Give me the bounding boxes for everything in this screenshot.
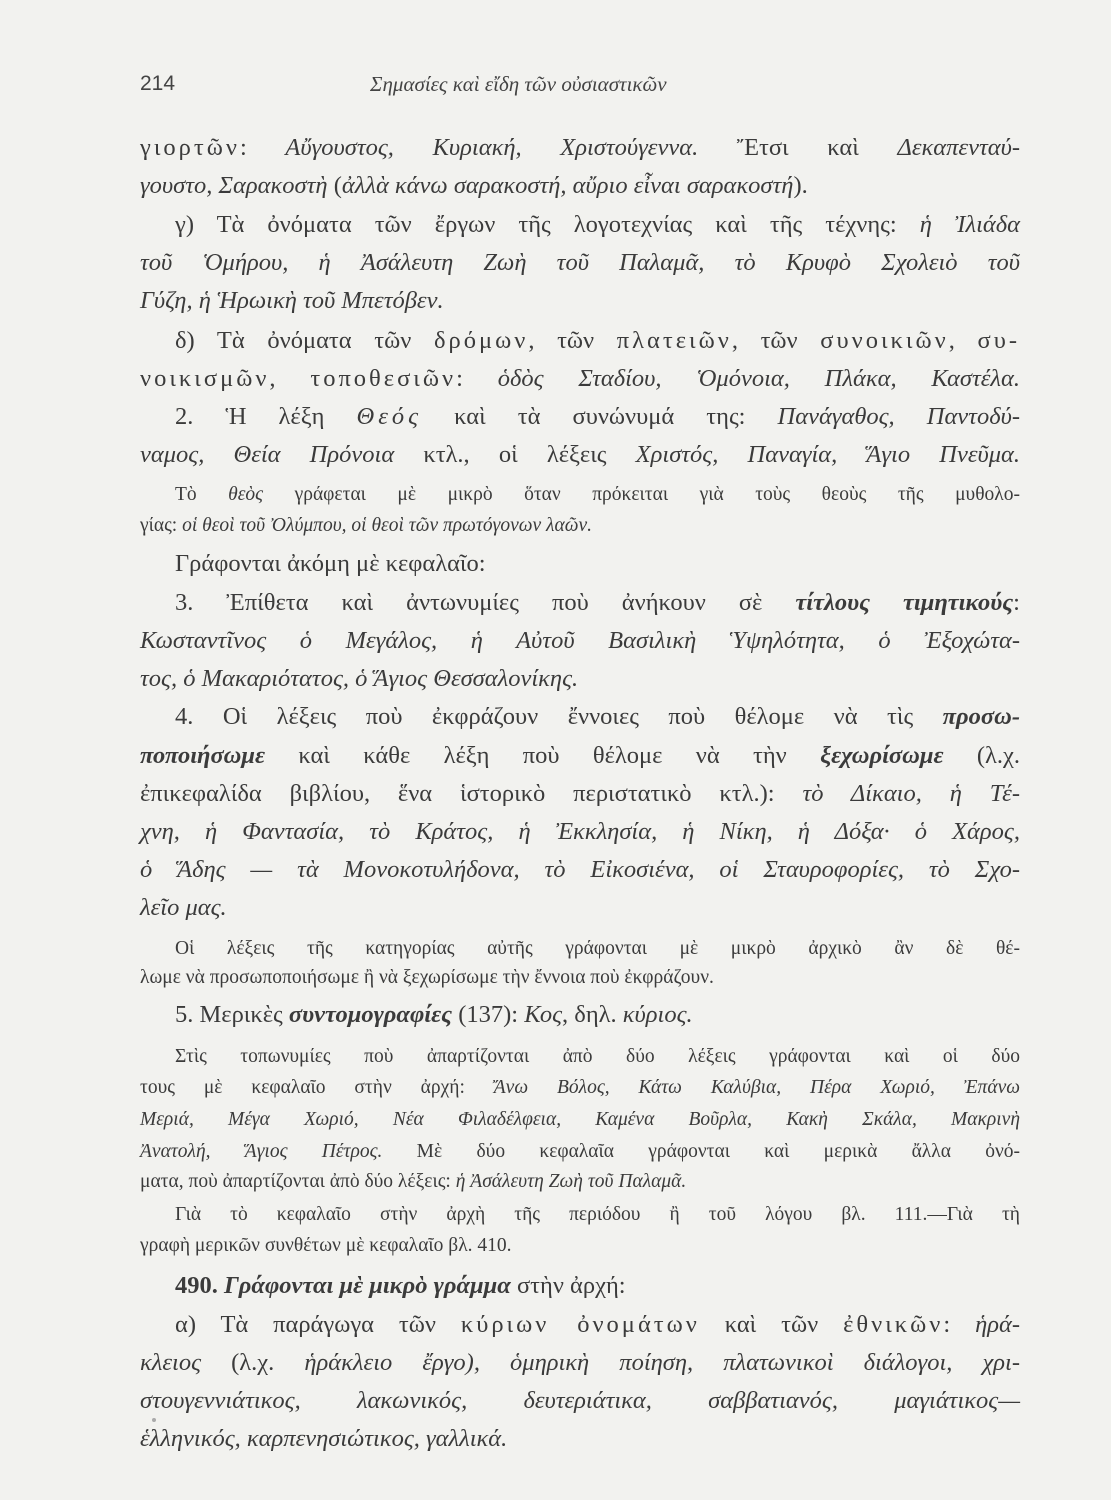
text-run: , τῶν	[528, 327, 617, 354]
text-run: :	[239, 134, 286, 161]
text-line	[140, 438, 1020, 472]
text-run: ἐπικεφαλίδα βιβλίου, ἕνα ἱστορικὸ περιστατικὸ κτλ.):	[140, 780, 803, 807]
italic-run: ἐθνικῶν	[843, 1311, 944, 1338]
text-run: (137):	[452, 1001, 525, 1028]
text-run: :	[1013, 589, 1020, 616]
italic-run: ἡ Ἰλιάδα	[919, 211, 1020, 238]
italic-run: ὁδὸς Σταδίου, Ὁμόνοια, Πλάκα, Καστέλα.	[497, 365, 1020, 392]
text-run: 5. Μερικὲς	[175, 1001, 289, 1028]
text-line	[140, 1384, 1020, 1418]
text-line	[140, 512, 1020, 540]
italic-run: Ἄνω Βόλος, Κάτω Καλύβια, Πέρα Χωριό, Ἐπάνω	[493, 1077, 1020, 1098]
text-run: Οἱ λέξεις τῆς κατηγορίας αὐτῆς γράφονται μὲ μικρὸ ἀρχικὸ ἂν δὲ θέ-	[175, 938, 1020, 959]
text-line	[140, 1168, 1020, 1196]
italic-run: Αὔγουστος, Κυριακή, Χριστούγεννα.	[285, 134, 699, 161]
text-run: α) Τὰ παράγωγα τῶν	[175, 1311, 461, 1338]
text-run: , δηλ.	[562, 1001, 623, 1028]
text-run: 4. Οἱ λέξεις ποὺ ἐκφράζουν ἔννοιες ποὺ θέλομε νὰ τὶς	[175, 703, 943, 730]
italic-run: τὸ Δίκαιο, ἡ Τέ-	[802, 780, 1020, 807]
text-line	[175, 400, 1020, 434]
italic-run: νοικισμῶν	[140, 365, 270, 392]
text-line	[175, 481, 1020, 509]
text-run: γραφὴ μερικῶν συνθέτων μὲ κεφαλαῖο βλ. 410.	[140, 1235, 512, 1256]
text-line	[140, 1346, 1020, 1380]
text-run: κτλ., οἱ λέξεις	[394, 441, 636, 468]
text-run: Στὶς τοπωνυμίες ποὺ ἀπαρτίζονται ἀπὸ δύο λέξεις γράφονται καὶ οἱ δύο	[175, 1046, 1020, 1067]
italic-run: ὁ Ἅδης — τὰ Μονοκοτυλήδονα, τὸ Εἰκοσιένα, οἱ Σταυροφορίες, τὸ Σχο-	[140, 856, 1020, 883]
text-run: Ἔτσι καὶ	[698, 134, 898, 161]
text-run: Γράφονται ἀκόμη μὲ κεφαλαῖο:	[175, 550, 486, 577]
italic-run: ναμος, Θεία Πρόνοια	[140, 441, 395, 468]
text-run: καὶ τῶν	[699, 1311, 844, 1338]
text-line	[140, 777, 1020, 811]
text-line	[140, 169, 1020, 203]
scan-speck	[152, 1418, 156, 1422]
italic-run: γουστο, Σαρακοστὴ	[140, 172, 328, 199]
italic-run: Δεκαπενταύ-	[897, 134, 1020, 161]
text-run: καὶ τὰ συνώνυμά της:	[422, 403, 778, 430]
text-line	[140, 853, 1020, 887]
text-run: στὴν ἀρχή:	[510, 1272, 626, 1299]
text-run: Γιὰ τὸ κεφαλαῖο στὴν ἀρχὴ τῆς περιόδου ἢ τοῦ λόγου βλ. 111.—Γιὰ τὴ	[175, 1204, 1020, 1225]
italic-run: Μεριά, Μέγα Χωριό, Νέα Φιλαδέλφεια, Καμένα Βοῦρλα, Κακὴ Σκάλα, Μακρινὴ	[140, 1109, 1020, 1130]
italic-run: ἡ Ἀσάλευτη Ζωὴ τοῦ Παλαμᾶ.	[455, 1171, 687, 1192]
emphasis-run: ξεχωρίσωμε	[820, 742, 944, 769]
italic-run: πλατειῶν	[616, 327, 732, 354]
page-number: 214	[140, 72, 176, 95]
text-line	[140, 246, 1020, 280]
text-line	[140, 1106, 1020, 1134]
text-line	[175, 208, 1020, 242]
italic-run: οἱ θεοὶ τοῦ Ὀλύμπου, οἱ θεοὶ τῶν πρωτόγονων λαῶν.	[182, 515, 593, 536]
text-line	[175, 1201, 1020, 1229]
italic-run: ἑλληνικός, καρπενησιώτικος, γαλλικά.	[140, 1425, 508, 1452]
italic-run: ἀλλὰ κάνω σαρακοστή, αὔριο εἶναι σαρακοστή	[341, 172, 794, 199]
text-run: γ) Τὰ ὀνόματα τῶν ἔργων τῆς λογοτεχνίας καὶ τῆς τέχνης:	[175, 211, 920, 238]
text-run: (λ.χ.	[201, 1349, 305, 1376]
text-run: ).	[793, 172, 808, 199]
italic-run: Κωσταντῖνος ὁ Μεγάλος, ἡ Αὐτοῦ Βασιλικὴ Ὑψηλότητα, ὁ Ἐξοχώτα-	[140, 627, 1020, 654]
emphasis-run: Γράφονται μὲ μικρὸ γράμμα	[224, 1272, 511, 1299]
italic-run: δρόμων	[433, 327, 529, 354]
italic-run: Γύζη, ἡ Ἡρωικὴ τοῦ Μπετόβεν.	[140, 287, 444, 314]
text-line	[175, 324, 1020, 358]
text-line	[175, 1308, 1020, 1342]
text-line	[140, 624, 1020, 658]
text-line	[140, 964, 1020, 992]
italic-run: Θεός	[356, 403, 423, 430]
text-line	[140, 1074, 1020, 1102]
text-line	[140, 131, 1020, 165]
text-run: Τὸ	[175, 484, 229, 505]
text-run: (	[327, 172, 342, 199]
text-line	[140, 815, 1020, 849]
text-run: 2. Ἡ λέξη	[175, 403, 357, 430]
text-line	[175, 935, 1020, 963]
text-run: τους μὲ κεφαλαῖο στὴν ἀρχή:	[140, 1077, 494, 1098]
text-run: :	[943, 1311, 976, 1338]
text-line	[175, 700, 1020, 734]
emphasis-run: προσω-	[942, 703, 1020, 730]
italic-run: θεὸς	[228, 484, 264, 505]
text-run: λωμε νὰ προσωποποιήσωμε ἢ νὰ ξεχωρίσωμε τὴν ἔννοια ποὺ ἐκφράζουν.	[140, 967, 714, 988]
text-line	[140, 1422, 1020, 1456]
text-line	[140, 1138, 1020, 1166]
italic-run: τοῦ Ὁμήρου, ἡ Ἀσάλευτη Ζωὴ τοῦ Παλαμᾶ, τὸ Κρυφὸ Σχολειὸ τοῦ	[140, 249, 1020, 276]
emphasis-run: τίτλους τιμητικούς	[795, 589, 1014, 616]
italic-run: κύριων ὀνομάτων	[460, 1311, 700, 1338]
italic-run: Χριστός, Παναγία, Ἅγιο Πνεῦμα.	[635, 441, 1021, 468]
text-run: καὶ κάθε λέξη ποὺ θέλομε νὰ τὴν	[265, 742, 821, 769]
italic-run: τος, ὁ Μακαριότατος, ὁ Ἅγιος Θεσσαλονίκης.	[140, 665, 579, 692]
text-run: Μὲ δύο κεφαλαῖα γράφονται καὶ μερικὰ ἄλλα ὀνό-	[382, 1141, 1021, 1162]
text-run: ,	[269, 365, 311, 392]
italic-run: ἡράκλειο ἔργο), ὁμηρικὴ ποίηση, πλατωνικοὶ διάλογοι, χρι-	[304, 1349, 1020, 1376]
text-run: ματα, ποὺ ἀπαρτίζονται ἀπὸ δύο λέξεις:	[140, 1171, 456, 1192]
text-line	[140, 284, 1020, 318]
text-line	[140, 891, 1020, 925]
text-line	[175, 1269, 1020, 1303]
text-line	[140, 362, 1020, 396]
italic-run: συνοικιῶν	[820, 327, 949, 354]
text-run: γίας:	[140, 515, 183, 536]
text-line	[140, 662, 1020, 696]
italic-run: Πανάγαθος, Παντοδύ-	[777, 403, 1020, 430]
italic-run: γιορτῶν	[140, 134, 240, 161]
text-run: :	[456, 365, 498, 392]
emphasis-run: συντομογραφίες	[288, 1001, 453, 1028]
italic-run: κύριος.	[622, 1001, 693, 1028]
italic-run: συ-	[977, 327, 1020, 354]
italic-run: χνη, ἡ Φαντασία, τὸ Κράτος, ἡ Ἐκκλησία, ἡ Νίκη, ἡ Δόξα· ὁ Χάρος,	[140, 818, 1020, 845]
text-line	[175, 998, 1020, 1032]
text-line	[140, 1232, 1020, 1260]
text-run: δ) Τὰ ὀνόματα τῶν	[175, 327, 434, 354]
italic-run: Κος	[524, 1001, 563, 1028]
emphasis-run: ποποιήσωμε	[140, 742, 266, 769]
italic-run: ἡρά-	[975, 1311, 1020, 1338]
text-run: (λ.χ.	[943, 742, 1020, 769]
text-run: , τῶν	[731, 327, 821, 354]
emphasis-run: 490.	[175, 1272, 224, 1299]
italic-run: Ἀνατολή, Ἅγιος Πέτρος.	[140, 1141, 383, 1162]
text-line	[140, 739, 1020, 773]
italic-run: τοποθεσιῶν	[310, 365, 457, 392]
italic-run: στουγεννιάτικος, λακωνικός, δευτεριάτικα, σαββατιανός, μαγιάτικος—	[140, 1387, 1020, 1414]
italic-run: λεῖο μας.	[140, 894, 227, 921]
italic-run: κλειος	[140, 1349, 202, 1376]
text-line	[175, 547, 1020, 581]
text-run: ,	[948, 327, 978, 354]
text-line	[175, 1043, 1020, 1071]
text-run: 3. Ἐπίθετα καὶ ἀντωνυμίες ποὺ ἀνήκουν σὲ	[175, 589, 796, 616]
running-title: Σημασίες καὶ εἴδη τῶν οὐσιαστικῶν	[370, 72, 667, 96]
text-run: γράφεται μὲ μικρὸ ὅταν πρόκειται γιὰ τοὺς θεοὺς τῆς μυθολο-	[263, 484, 1020, 505]
text-line	[175, 586, 1020, 620]
